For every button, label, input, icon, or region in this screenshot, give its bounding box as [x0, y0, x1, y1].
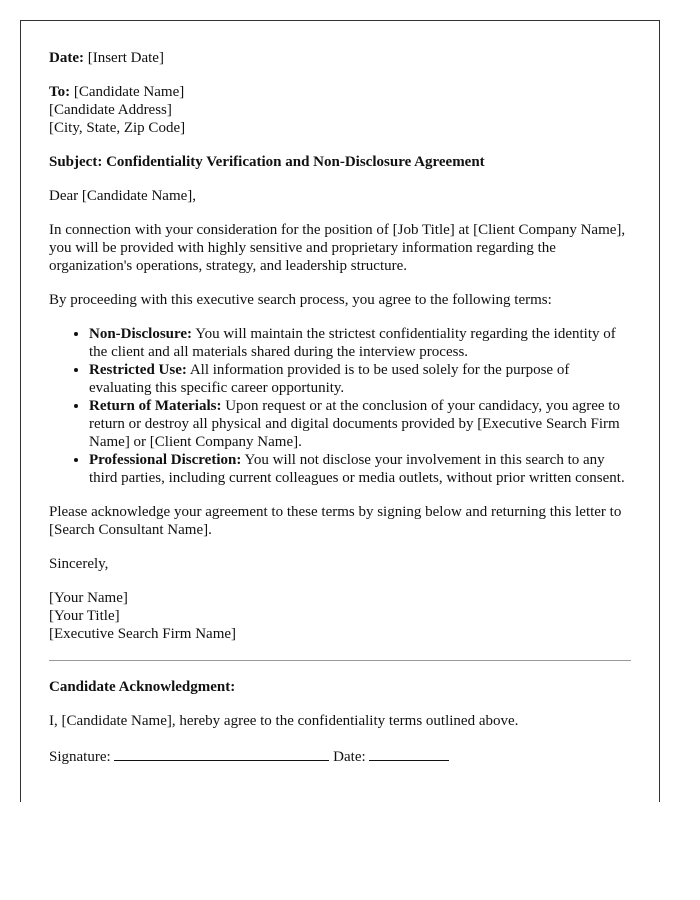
sender-firm: [Executive Search Firm Name] [49, 626, 237, 642]
term-title: Non-Disclosure: [89, 326, 193, 342]
term-item [89, 325, 631, 361]
sender-title: [Your Title] [49, 608, 120, 624]
term-title: Professional Discretion: [89, 452, 242, 468]
sender-block [49, 589, 631, 643]
term-item [89, 397, 631, 451]
date-label: Date: [49, 50, 84, 66]
acknowledgment-heading [49, 678, 631, 696]
signature-field[interactable] [114, 746, 329, 761]
letter-document [20, 20, 660, 802]
signature-label: Signature: [49, 749, 111, 765]
salutation: Dear [Candidate Name], [49, 188, 197, 204]
acknowledge-request: Please acknowledge your agreement to these terms by signing below and returning this letter to [Search Consultant Name]. [49, 504, 622, 538]
intro-paragraph: In connection with your consideration for the position of [Job Title] at [Client Company Name], you will be provided with highly sensitive and proprietary information regarding the organization's operations, strategy, and leadership structure. [49, 222, 626, 274]
date-value: [Insert Date] [87, 50, 164, 66]
acknowledgment-heading-text: Candidate Acknowledgment: [49, 679, 236, 695]
term-text: Upon request or at the conclusion of your candidacy, you agree to return or destroy all physical and digital documents provided by [Executive Search Firm Name] or [Client Company Name]. [89, 398, 620, 450]
term-title: Restricted Use: [89, 362, 187, 378]
signature-date-label: Date: [333, 749, 366, 765]
recipient-address: [Candidate Address] [49, 102, 172, 118]
subject-text: Subject: Confidentiality Verification and Non-Disclosure Agreement [49, 154, 485, 170]
acknowledgment-statement: I, [Candidate Name], hereby agree to the confidentiality terms outlined above. [49, 713, 519, 729]
terms-list [49, 325, 631, 487]
term-title: Return of Materials: [89, 398, 222, 414]
date-line [49, 49, 631, 67]
recipient-name: [Candidate Name] [73, 84, 185, 100]
term-item [89, 361, 631, 397]
signature-date-field[interactable] [369, 746, 449, 761]
to-label: To: [49, 84, 71, 100]
divider [49, 660, 631, 661]
signature-line [49, 746, 631, 766]
term-text: All information provided is to be used solely for the purpose of evaluating this specific career opportunity. [89, 362, 570, 396]
recipient-city: [City, State, Zip Code] [49, 120, 186, 136]
recipient-block [49, 83, 631, 137]
terms-intro: By proceeding with this executive search process, you agree to the following terms: [49, 292, 552, 308]
sender-name: [Your Name] [49, 590, 128, 606]
term-text: You will maintain the strictest confidentiality regarding the identity of the client and all materials shared during the interview process. [89, 326, 616, 360]
subject-line [49, 153, 631, 171]
closing: Sincerely, [49, 556, 109, 572]
term-item [89, 451, 631, 487]
term-text: You will not disclose your involvement in this search to any third parties, including current colleagues or media outlets, without prior written consent. [89, 452, 625, 486]
